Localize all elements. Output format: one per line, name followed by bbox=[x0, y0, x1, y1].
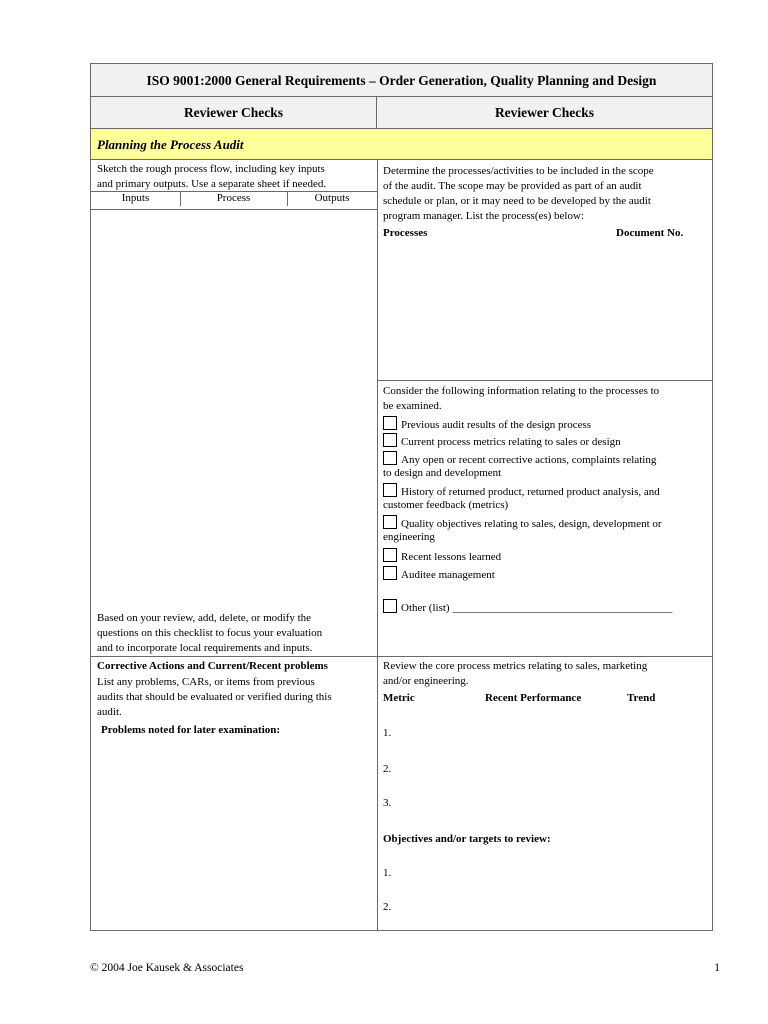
review-note-line-2: questions on this checklist to focus your evaluation bbox=[97, 627, 323, 639]
column-header-right: Reviewer Checks bbox=[494, 105, 595, 120]
corrective-actions-heading: Corrective Actions and Current/Recent problems bbox=[97, 660, 328, 672]
column-header-row bbox=[91, 97, 712, 129]
checklist-table bbox=[90, 63, 713, 931]
metric-column-label: Metric bbox=[383, 692, 415, 704]
consider-line-1: Consider the following information relating to the processes to bbox=[383, 385, 660, 397]
checkbox-label: History of returned product, returned product analysis, and bbox=[401, 486, 660, 498]
metric-number-2: 2. bbox=[383, 763, 392, 775]
corrective-actions-line-1: List any problems, CARs, or items from previous bbox=[97, 676, 315, 688]
objectives-label: Objectives and/or targets to review: bbox=[383, 833, 551, 845]
corrective-actions-line-2: audits that should be evaluated or verified during this bbox=[97, 691, 332, 703]
checkbox-item-lessons-learned[interactable] bbox=[383, 548, 501, 565]
scope-bottom-border bbox=[377, 380, 712, 381]
document-title: ISO 9001:2000 General Requirements – Order Generation, Quality Planning and Design bbox=[91, 64, 712, 97]
scope-line-1: Determine the processes/activities to be included in the scope bbox=[383, 165, 654, 177]
checkbox[interactable] bbox=[383, 566, 397, 580]
sketch-column-inputs: Inputs bbox=[91, 191, 181, 206]
problems-label: Problems noted for later examination: bbox=[101, 724, 281, 736]
metric-number-3: 3. bbox=[383, 797, 392, 809]
checkbox[interactable] bbox=[383, 483, 397, 497]
metric-number-1: 1. bbox=[383, 727, 392, 739]
checkbox-item-previous-audit[interactable] bbox=[383, 416, 591, 433]
objective-number-2: 2. bbox=[383, 901, 392, 913]
processes-label: Processes bbox=[383, 227, 428, 239]
corrective-actions-line-3: audit. bbox=[97, 706, 122, 718]
sketch-instruction-line-1: Sketch the rough process flow, including key inputs bbox=[97, 163, 325, 175]
checkbox[interactable] bbox=[383, 433, 397, 447]
checkbox-label: Quality objectives relating to sales, design, development or bbox=[401, 518, 662, 530]
column-header-left: Reviewer Checks bbox=[91, 97, 377, 128]
checkbox-item-auditee-management[interactable] bbox=[383, 566, 495, 583]
checkbox-label: Current process metrics relating to sales or design bbox=[401, 436, 621, 448]
checkbox-item-other[interactable] bbox=[383, 599, 672, 616]
scope-line-2: of the audit. The scope may be provided as part of an audit bbox=[383, 180, 642, 192]
page-number: 1 bbox=[714, 962, 720, 974]
processes-entry-area[interactable] bbox=[378, 242, 712, 379]
checkbox[interactable] bbox=[383, 515, 397, 529]
checkbox-label: Previous audit results of the design process bbox=[401, 419, 592, 431]
checkbox-label: Any open or recent corrective actions, complaints relating bbox=[401, 454, 657, 466]
checkbox-label: Recent lessons learned bbox=[401, 551, 502, 563]
review-note-line-1: Based on your review, add, delete, or modify the bbox=[97, 612, 312, 624]
sketch-instruction-line-2: and primary outputs. Use a separate sheet if needed. bbox=[97, 178, 327, 190]
review-note-line-3: and to incorporate local requirements and inputs. bbox=[97, 642, 313, 654]
copyright-footer: © 2004 Joe Kausek & Associates bbox=[90, 962, 244, 974]
document-number-label: Document No. bbox=[616, 227, 684, 239]
consider-line-2: be examined. bbox=[383, 400, 442, 412]
checkbox-label-continued: engineering bbox=[383, 531, 435, 543]
objective-number-1: 1. bbox=[383, 867, 392, 879]
trend-column-label: Trend bbox=[627, 692, 656, 704]
checkbox[interactable] bbox=[383, 548, 397, 562]
section-divider bbox=[91, 656, 712, 657]
sketch-area[interactable] bbox=[91, 210, 377, 610]
checkbox-label-continued: to design and development bbox=[383, 467, 502, 479]
sketch-column-process: Process bbox=[180, 191, 288, 206]
scope-line-4: program manager. List the process(es) below: bbox=[383, 210, 584, 222]
recent-performance-column-label: Recent Performance bbox=[485, 692, 582, 704]
metrics-line-2: and/or engineering. bbox=[383, 675, 469, 687]
checkbox-item-process-metrics[interactable] bbox=[383, 433, 621, 450]
section-title: Planning the Process Audit bbox=[91, 129, 712, 160]
checkbox[interactable] bbox=[383, 416, 397, 430]
checkbox-label: Auditee management bbox=[401, 569, 495, 581]
sketch-column-outputs: Outputs bbox=[314, 192, 350, 204]
checkbox-label-continued: customer feedback (metrics) bbox=[383, 499, 509, 511]
checkbox-label: Other (list) ________________________________________ bbox=[401, 602, 673, 614]
checkbox[interactable] bbox=[383, 599, 397, 613]
scope-line-3: schedule or plan, or it may need to be developed by the audit bbox=[383, 195, 651, 207]
problems-entry-area[interactable] bbox=[91, 740, 377, 930]
metrics-line-1: Review the core process metrics relating to sales, marketing bbox=[383, 660, 648, 672]
checkbox[interactable] bbox=[383, 451, 397, 465]
